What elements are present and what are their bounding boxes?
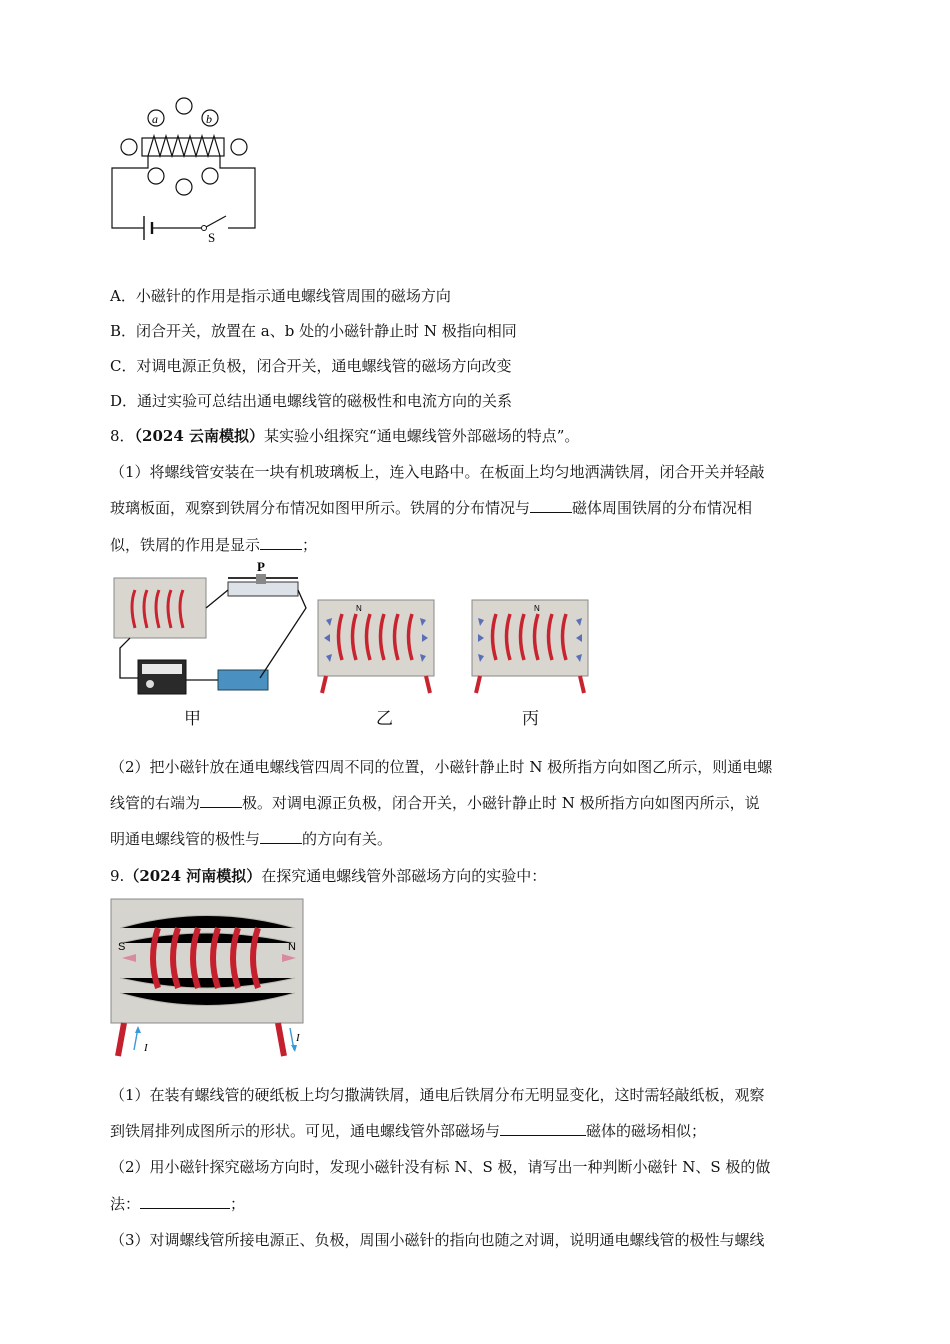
- q9-p3-line1: （3）对调螺线管所接电源正、负极，周围小磁针的指向也随之对调，说明通电螺线管的极性与螺线: [110, 1231, 765, 1249]
- label-p: P: [257, 559, 265, 574]
- q9-p2-text-b: ；: [230, 1195, 246, 1213]
- q8-p1-line3: [110, 535, 317, 555]
- compass-left: [121, 139, 137, 155]
- answer-blank-method[interactable]: [140, 1194, 230, 1209]
- q8-p2-text-a: 线管的右端为: [110, 794, 201, 812]
- option-d: D．通过实验可总结出通电螺线管的磁极性和电流方向的关系: [110, 392, 513, 410]
- q8-p2-line1: （2）把小磁针放在通电螺线管四周不同的位置，小磁针静止时 N 极所指方向如图乙所示，则通电螺: [110, 758, 773, 776]
- q8-p2-text-b: 极。对调电源正负极，闭合开关，小磁针静止时 N 极所指方向如图丙所示，说: [242, 794, 760, 812]
- q9-p2-line2: [110, 1194, 245, 1214]
- answer-blank-iron-filings-role[interactable]: [260, 535, 302, 550]
- answer-blank-magnet-similarity[interactable]: [500, 1121, 586, 1136]
- q8-stem: 某实验小组探究“通电螺线管外部磁场的特点”。: [264, 427, 580, 445]
- q9-source: （2024 河南模拟）: [124, 867, 262, 885]
- figure-q9-solenoid: [110, 898, 305, 1058]
- q9-p1-text-a: 到铁屑排列成图所示的形状。可见，通电螺线管外部磁场与: [110, 1122, 501, 1140]
- answer-blank-current-direction[interactable]: [260, 829, 302, 844]
- label-i-left: I: [144, 1042, 148, 1054]
- label-bing: 丙: [522, 709, 539, 729]
- option-a: A．小磁针的作用是指示通电螺线管周围的磁场方向: [110, 287, 451, 305]
- figure-bing: [470, 598, 590, 694]
- label-switch: S: [208, 230, 216, 245]
- q9-p1-line1: （1）在装有螺线管的硬纸板上均匀撒满铁屑，通电后铁屑分布无明显变化，这时需轻敲纸板，观察: [110, 1086, 765, 1104]
- q8-p1-text-b: 磁体周围铁屑的分布情况相: [572, 499, 753, 517]
- q8-p1-text-c: 似，铁屑的作用是显示: [110, 536, 261, 554]
- q8-p2-line3: [110, 829, 392, 849]
- q9-p2-text-a: 法：: [110, 1195, 141, 1213]
- circuit-wire: [112, 156, 255, 228]
- label-s: S: [118, 941, 126, 953]
- answer-blank-magnet-type[interactable]: [530, 498, 572, 513]
- compass-right: [231, 139, 247, 155]
- label-yi: 乙: [376, 709, 393, 729]
- option-b: B．闭合开关，放置在 a、b 处的小磁针静止时 N 极指向相同: [110, 322, 517, 340]
- circuit-diagram: [100, 90, 270, 250]
- compass-bottom-left: [148, 168, 164, 184]
- q9-p1-text-b: 磁体的磁场相似；: [586, 1122, 707, 1140]
- figure-jia: [110, 559, 310, 703]
- compass-bottom-right: [202, 168, 218, 184]
- label-n-bing: N: [534, 604, 540, 613]
- q8-p1-line1: （1）将螺线管安装在一块有机玻璃板上，连入电路中。在板面上均匀地洒满铁屑，闭合开关并轻敲: [110, 463, 765, 481]
- q8-p1-text-a: 玻璃板面，观察到铁屑分布情况如图甲所示。铁屑的分布情况与: [110, 499, 531, 517]
- compass-top: [176, 98, 192, 114]
- figure-yi: [316, 598, 436, 694]
- q8-p2-text-d: 的方向有关。: [302, 830, 393, 848]
- q9-p1-line2: [110, 1121, 706, 1141]
- compass-bottom-mid: [176, 179, 192, 195]
- q8-p2-line2: [110, 793, 760, 813]
- switch-pivot: [202, 226, 207, 231]
- q9-stem: 在探究通电螺线管外部磁场方向的实验中：: [261, 867, 547, 885]
- label-i-right: I: [296, 1032, 300, 1044]
- q9-heading: [110, 866, 546, 886]
- label-a: a: [152, 112, 158, 126]
- option-c: C．对调电源正负极，闭合开关，通电螺线管的磁场方向改变: [110, 357, 512, 375]
- q8-number: 8．: [110, 427, 135, 445]
- q8-source: （2024 云南模拟）: [134, 427, 265, 445]
- q9-number: 9.: [110, 867, 125, 885]
- switch-blade: [206, 216, 226, 227]
- q8-p1-line2: [110, 498, 752, 518]
- label-jia: 甲: [184, 709, 201, 729]
- label-n-q9: N: [288, 941, 296, 953]
- q8-heading: [110, 426, 579, 446]
- answer-blank-pole[interactable]: [200, 793, 242, 808]
- q8-p2-text-c: 明通电螺线管的极性与: [110, 830, 261, 848]
- q9-p2-line1: （2）用小磁针探究磁场方向时，发现小磁针没有标 N、S 极，请写出一种判断小磁针 N、S 极的做: [110, 1158, 771, 1176]
- solenoid-coil: [148, 136, 220, 156]
- label-n-yi: N: [356, 604, 362, 613]
- label-b: b: [206, 112, 212, 126]
- q8-p1-text-d: ；: [302, 536, 318, 554]
